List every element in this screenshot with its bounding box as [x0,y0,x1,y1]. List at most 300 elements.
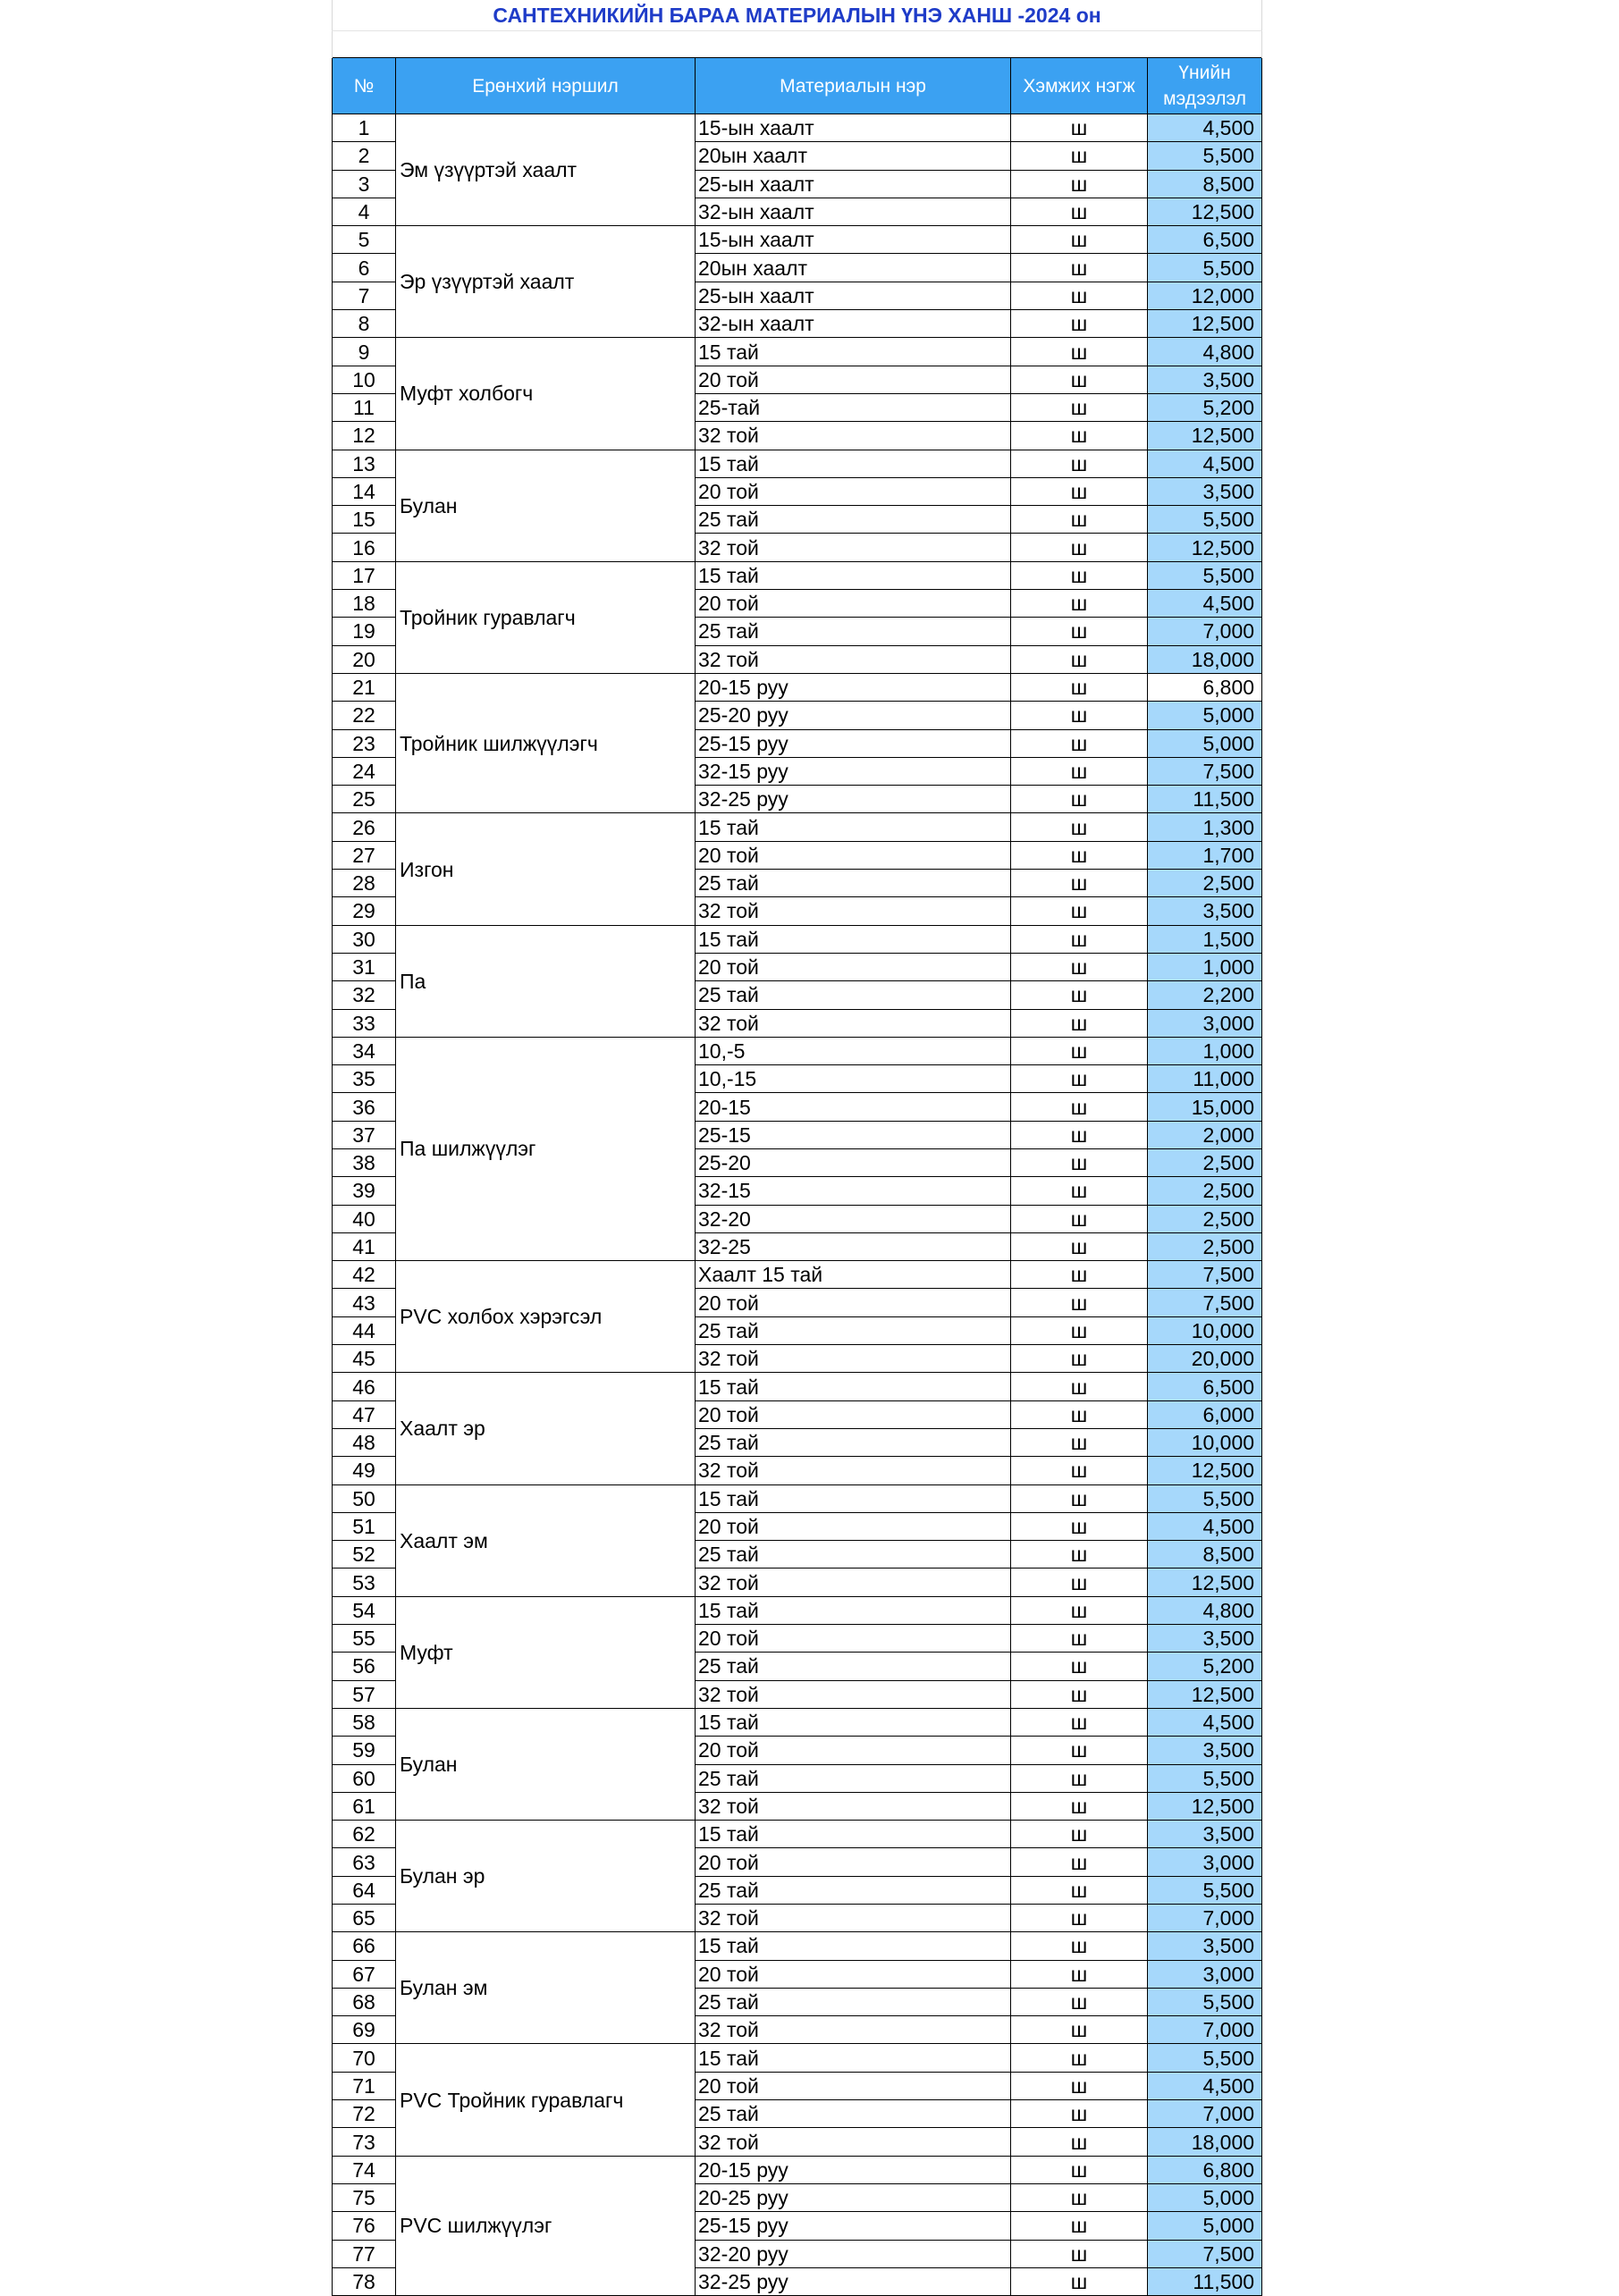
table-row [333,338,1262,366]
group-name-cell: Па [396,925,696,1037]
unit-cell: ш [1011,1905,1148,1932]
row-number: 76 [333,2212,396,2240]
row-number: 49 [333,1457,396,1484]
row-number: 68 [333,1988,396,2015]
price-cell: 4,800 [1148,1596,1262,1624]
material-name-cell: 32 той [696,2016,1011,2044]
material-name-cell: 25 тай [696,1316,1011,1344]
row-number: 71 [333,2072,396,2099]
group-name-cell: Муфт холбогч [396,338,696,450]
unit-cell: ш [1011,142,1148,170]
row-number: 14 [333,477,396,505]
unit-cell: ш [1011,170,1148,198]
unit-cell: ш [1011,450,1148,477]
material-name-cell: 25 тай [696,2100,1011,2128]
table-row [333,450,1262,477]
row-number: 60 [333,1764,396,1792]
title-row [333,0,1262,31]
price-cell: 7,000 [1148,618,1262,645]
blank-row [333,31,1262,58]
material-name-cell: 20 той [696,1848,1011,1876]
price-cell: 5,500 [1148,561,1262,589]
material-name-cell: 15 тай [696,2044,1011,2072]
material-name-cell: 25 тай [696,506,1011,534]
table-row [333,1596,1262,1624]
table-row [333,925,1262,953]
row-number: 6 [333,254,396,282]
price-cell: 2,000 [1148,1121,1262,1148]
price-cell: 3,500 [1148,1737,1262,1764]
unit-cell: ш [1011,2240,1148,2267]
unit-cell: ш [1011,1457,1148,1484]
table-row [333,2044,1262,2072]
price-cell: 12,500 [1148,422,1262,450]
row-number: 8 [333,310,396,338]
table-row [333,1821,1262,1848]
row-number: 40 [333,1205,396,1232]
material-name-cell: 20ын хаалт [696,254,1011,282]
row-number: 13 [333,450,396,477]
material-name-cell: Хаалт 15 тай [696,1261,1011,1289]
unit-cell: ш [1011,2044,1148,2072]
price-cell: 7,000 [1148,2016,1262,2044]
unit-cell: ш [1011,1261,1148,1289]
unit-cell: ш [1011,561,1148,589]
material-name-cell: 25-тай [696,393,1011,421]
row-number: 2 [333,142,396,170]
row-number: 45 [333,1345,396,1373]
material-name-cell: 20 той [696,1625,1011,1653]
row-number: 58 [333,1708,396,1736]
group-name-cell: PVC холбох хэрэгсэл [396,1261,696,1373]
unit-cell: ш [1011,534,1148,561]
row-number: 31 [333,953,396,980]
row-number: 35 [333,1065,396,1093]
material-name-cell: 20 той [696,1960,1011,1988]
price-cell: 12,500 [1148,1792,1262,1820]
row-number: 25 [333,786,396,813]
unit-cell: ш [1011,1821,1148,1848]
price-cell: 3,500 [1148,477,1262,505]
row-number: 74 [333,2156,396,2183]
unit-cell: ш [1011,1148,1148,1176]
row-number: 28 [333,870,396,897]
row-number: 54 [333,1596,396,1624]
row-number: 22 [333,702,396,729]
unit-cell: ш [1011,953,1148,980]
material-name-cell: 32-25 руу [696,2267,1011,2295]
row-number: 64 [333,1876,396,1904]
price-cell: 5,500 [1148,1876,1262,1904]
group-name-cell: Изгон [396,813,696,925]
material-name-cell: 32 той [696,1680,1011,1708]
row-number: 4 [333,198,396,225]
row-number: 27 [333,841,396,869]
material-name-cell: 32-20 руу [696,2240,1011,2267]
material-name-cell: 15 тай [696,561,1011,589]
row-number: 20 [333,645,396,673]
row-number: 65 [333,1905,396,1932]
price-cell: 5,000 [1148,2212,1262,2240]
material-name-cell: 20ын хаалт [696,142,1011,170]
price-cell: 5,500 [1148,506,1262,534]
price-cell: 2,500 [1148,1232,1262,1260]
price-sheet [332,0,1261,2296]
unit-cell: ш [1011,645,1148,673]
group-name-cell: Булан эр [396,1821,696,1932]
unit-cell: ш [1011,506,1148,534]
material-name-cell: 25 тай [696,1876,1011,1904]
unit-cell: ш [1011,729,1148,757]
unit-cell: ш [1011,1289,1148,1316]
price-cell: 1,500 [1148,925,1262,953]
unit-cell: ш [1011,1177,1148,1205]
material-name-cell: 32-15 [696,1177,1011,1205]
unit-cell: ш [1011,1625,1148,1653]
unit-cell: ш [1011,254,1148,282]
table-body [333,114,1262,2296]
material-name-cell: 25-ын хаалт [696,170,1011,198]
unit-cell: ш [1011,1932,1148,1960]
price-table [332,0,1262,2296]
material-name-cell: 20 той [696,1737,1011,1764]
price-cell: 3,500 [1148,1821,1262,1848]
row-number: 18 [333,590,396,618]
row-number: 33 [333,1009,396,1037]
row-number: 9 [333,338,396,366]
unit-cell: ш [1011,870,1148,897]
unit-cell: ш [1011,618,1148,645]
material-name-cell: 15 тай [696,450,1011,477]
price-cell: 5,000 [1148,702,1262,729]
row-number: 61 [333,1792,396,1820]
unit-cell: ш [1011,1792,1148,1820]
material-name-cell: 32-25 [696,1232,1011,1260]
unit-cell: ш [1011,1569,1148,1596]
unit-cell: ш [1011,1316,1148,1344]
row-number: 57 [333,1680,396,1708]
material-name-cell: 20-15 руу [696,2156,1011,2183]
unit-cell: ш [1011,366,1148,393]
price-cell: 4,500 [1148,114,1262,142]
price-cell: 20,000 [1148,1345,1262,1373]
material-name-cell: 25 тай [696,1988,1011,2015]
material-name-cell: 25 тай [696,981,1011,1009]
material-name-cell: 32 той [696,1345,1011,1373]
row-number: 52 [333,1541,396,1569]
row-number: 53 [333,1569,396,1596]
unit-cell: ш [1011,1708,1148,1736]
material-name-cell: 25 тай [696,1764,1011,1792]
group-name-cell: PVC шилжүүлэг [396,2156,696,2295]
price-cell: 2,500 [1148,870,1262,897]
unit-cell: ш [1011,1596,1148,1624]
price-cell: 5,500 [1148,1988,1262,2015]
unit-cell: ш [1011,590,1148,618]
material-name-cell: 25-ын хаалт [696,282,1011,309]
material-name-cell: 15 тай [696,813,1011,841]
price-cell: 3,500 [1148,366,1262,393]
unit-cell: ш [1011,1205,1148,1232]
group-name-cell: Хаалт эм [396,1484,696,1596]
unit-cell: ш [1011,1232,1148,1260]
table-row [333,1708,1262,1736]
price-cell: 6,800 [1148,2156,1262,2183]
price-cell: 2,200 [1148,981,1262,1009]
unit-cell: ш [1011,1037,1148,1064]
group-name-cell: Хаалт эр [396,1373,696,1484]
row-number: 15 [333,506,396,534]
material-name-cell: 15 тай [696,925,1011,953]
price-cell: 18,000 [1148,645,1262,673]
unit-cell: ш [1011,2128,1148,2156]
unit-cell: ш [1011,1737,1148,1764]
material-name-cell: 32 той [696,2128,1011,2156]
material-name-cell: 32 той [696,897,1011,925]
table-row [333,1932,1262,1960]
price-cell: 1,700 [1148,841,1262,869]
row-number: 66 [333,1932,396,1960]
row-number: 77 [333,2240,396,2267]
material-name-cell: 15 тай [696,1373,1011,1400]
material-name-cell: 20 той [696,1289,1011,1316]
group-name-cell: Эм үзүүртэй хаалт [396,114,696,226]
unit-cell: ш [1011,393,1148,421]
unit-cell: ш [1011,673,1148,701]
price-cell: 12,500 [1148,534,1262,561]
price-cell: 2,500 [1148,1148,1262,1176]
price-cell: 4,500 [1148,1708,1262,1736]
price-cell: 8,500 [1148,1541,1262,1569]
unit-cell: ш [1011,925,1148,953]
material-name-cell: 25 тай [696,1653,1011,1680]
price-cell: 2,500 [1148,1205,1262,1232]
material-name-cell: 32-20 [696,1205,1011,1232]
unit-cell: ш [1011,2100,1148,2128]
price-cell: 3,000 [1148,1960,1262,1988]
row-number: 37 [333,1121,396,1148]
unit-cell: ш [1011,1512,1148,1540]
row-number: 12 [333,422,396,450]
group-name-cell: Булан эм [396,1932,696,2044]
material-name-cell: 20 той [696,1400,1011,1428]
header-row [333,58,1262,114]
row-number: 50 [333,1484,396,1512]
price-cell: 6,500 [1148,226,1262,254]
row-number: 46 [333,1373,396,1400]
row-number: 11 [333,393,396,421]
material-name-cell: 15 тай [696,1821,1011,1848]
unit-cell: ш [1011,114,1148,142]
unit-cell: ш [1011,1009,1148,1037]
price-cell: 1,300 [1148,813,1262,841]
price-cell: 11,000 [1148,1065,1262,1093]
unit-cell: ш [1011,1680,1148,1708]
group-name-cell: Булан [396,1708,696,1820]
material-name-cell: 32 той [696,422,1011,450]
price-cell: 6,500 [1148,1373,1262,1400]
material-name-cell: 20 той [696,841,1011,869]
price-cell: 10,000 [1148,1428,1262,1456]
material-name-cell: 32 той [696,1792,1011,1820]
unit-cell: ш [1011,1764,1148,1792]
material-name-cell: 25 тай [696,1541,1011,1569]
material-name-cell: 25 тай [696,1428,1011,1456]
price-cell: 4,800 [1148,338,1262,366]
material-name-cell: 32 той [696,534,1011,561]
row-number: 39 [333,1177,396,1205]
unit-cell: ш [1011,1653,1148,1680]
price-cell: 5,200 [1148,1653,1262,1680]
row-number: 10 [333,366,396,393]
header-material: Материалын нэр [696,58,1011,114]
row-number: 56 [333,1653,396,1680]
table-row [333,561,1262,589]
unit-cell: ш [1011,1988,1148,2015]
unit-cell: ш [1011,477,1148,505]
unit-cell: ш [1011,786,1148,813]
material-name-cell: 10,-5 [696,1037,1011,1064]
material-name-cell: 15 тай [696,1596,1011,1624]
price-cell: 12,500 [1148,1569,1262,1596]
price-cell: 4,500 [1148,1512,1262,1540]
price-cell: 1,000 [1148,1037,1262,1064]
price-cell: 7,500 [1148,1261,1262,1289]
row-number: 72 [333,2100,396,2128]
row-number: 70 [333,2044,396,2072]
table-row [333,673,1262,701]
row-number: 30 [333,925,396,953]
price-cell: 4,500 [1148,590,1262,618]
row-number: 34 [333,1037,396,1064]
unit-cell: ш [1011,2212,1148,2240]
material-name-cell: 15 тай [696,1932,1011,1960]
table-row [333,1373,1262,1400]
row-number: 3 [333,170,396,198]
row-number: 59 [333,1737,396,1764]
row-number: 24 [333,757,396,785]
unit-cell: ш [1011,226,1148,254]
unit-cell: ш [1011,422,1148,450]
material-name-cell: 15 тай [696,1484,1011,1512]
table-row [333,1261,1262,1289]
unit-cell: ш [1011,1373,1148,1400]
material-name-cell: 32-15 руу [696,757,1011,785]
material-name-cell: 25-15 руу [696,2212,1011,2240]
price-cell: 5,500 [1148,2044,1262,2072]
price-cell: 12,500 [1148,310,1262,338]
price-cell: 3,000 [1148,1009,1262,1037]
table-row [333,226,1262,254]
price-cell: 3,500 [1148,897,1262,925]
price-cell: 12,500 [1148,198,1262,225]
price-cell: 2,500 [1148,1177,1262,1205]
price-cell: 5,500 [1148,1764,1262,1792]
material-name-cell: 15 тай [696,1708,1011,1736]
row-number: 55 [333,1625,396,1653]
row-number: 47 [333,1400,396,1428]
unit-cell: ш [1011,282,1148,309]
unit-cell: ш [1011,1876,1148,1904]
price-cell: 12,500 [1148,1457,1262,1484]
blank-cell [333,31,1262,58]
price-cell: 5,500 [1148,142,1262,170]
unit-cell: ш [1011,981,1148,1009]
row-number: 42 [333,1261,396,1289]
material-name-cell: 25-15 [696,1121,1011,1148]
header-group: Ерөнхий нэршил [396,58,696,114]
unit-cell: ш [1011,2156,1148,2183]
price-cell: 15,000 [1148,1093,1262,1121]
price-cell: 6,000 [1148,1400,1262,1428]
material-name-cell: 20 той [696,366,1011,393]
price-cell: 5,500 [1148,254,1262,282]
price-cell: 7,000 [1148,2100,1262,2128]
unit-cell: ш [1011,1960,1148,1988]
row-number: 21 [333,673,396,701]
sheet-title: САНТЕХНИКИЙН БАРАА МАТЕРИАЛЫН ҮНЭ ХАНШ -2024 он [333,0,1262,31]
price-cell: 4,500 [1148,450,1262,477]
material-name-cell: 20 той [696,1512,1011,1540]
material-name-cell: 20 той [696,477,1011,505]
material-name-cell: 20 той [696,590,1011,618]
row-number: 62 [333,1821,396,1848]
unit-cell: ш [1011,1400,1148,1428]
price-cell: 11,500 [1148,786,1262,813]
row-number: 44 [333,1316,396,1344]
row-number: 75 [333,2183,396,2211]
unit-cell: ш [1011,198,1148,225]
unit-cell: ш [1011,1065,1148,1093]
price-cell: 12,500 [1148,1680,1262,1708]
unit-cell: ш [1011,1848,1148,1876]
header-price: Үнийн мэдээлэл [1148,58,1262,114]
table-row [333,1037,1262,1064]
material-name-cell: 32 той [696,1457,1011,1484]
unit-cell: ш [1011,1484,1148,1512]
material-name-cell: 10,-15 [696,1065,1011,1093]
price-cell: 5,000 [1148,729,1262,757]
table-row [333,114,1262,142]
unit-cell: ш [1011,310,1148,338]
row-number: 69 [333,2016,396,2044]
price-cell: 11,500 [1148,2267,1262,2295]
header-unit: Хэмжих нэгж [1011,58,1148,114]
price-cell: 5,200 [1148,393,1262,421]
price-cell: 3,500 [1148,1932,1262,1960]
row-number: 16 [333,534,396,561]
material-name-cell: 15-ын хаалт [696,226,1011,254]
group-name-cell: Муфт [396,1596,696,1708]
unit-cell: ш [1011,1428,1148,1456]
price-cell: 10,000 [1148,1316,1262,1344]
material-name-cell: 25-20 руу [696,702,1011,729]
row-number: 5 [333,226,396,254]
unit-cell: ш [1011,2267,1148,2295]
price-cell: 5,500 [1148,1484,1262,1512]
material-name-cell: 15-ын хаалт [696,114,1011,142]
unit-cell: ш [1011,1121,1148,1148]
row-number: 67 [333,1960,396,1988]
row-number: 26 [333,813,396,841]
material-name-cell: 25 тай [696,870,1011,897]
row-number: 73 [333,2128,396,2156]
row-number: 48 [333,1428,396,1456]
price-cell: 1,000 [1148,953,1262,980]
row-number: 17 [333,561,396,589]
group-name-cell: Эр үзүүртэй хаалт [396,226,696,338]
material-name-cell: 20-25 руу [696,2183,1011,2211]
